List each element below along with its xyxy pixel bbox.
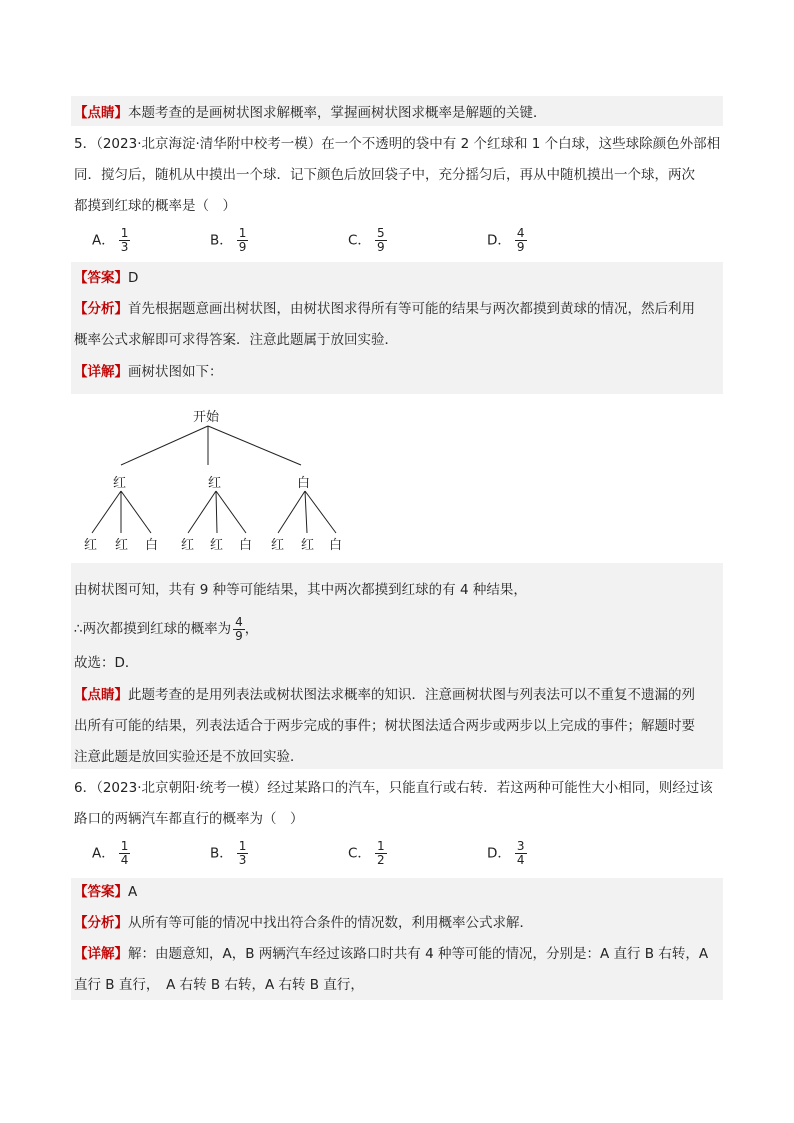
tree-root-label: 开始 (193, 410, 220, 425)
option-fraction (515, 227, 527, 254)
edge-2-1 (188, 491, 216, 533)
numerator: 4 (516, 226, 525, 240)
solution-intro-text: 画树状图如下： (128, 364, 223, 380)
q6-option-a (92, 840, 130, 867)
q5-dianjing-line-1 (74, 685, 695, 705)
option-label: D． (487, 845, 511, 862)
tree-diagram (71, 397, 358, 563)
q5-answer (74, 268, 138, 288)
dianjing-tag: 【点睛】 (74, 105, 128, 121)
denominator: 4 (516, 853, 525, 867)
answer-value: D (128, 270, 139, 286)
dianjing-q4 (74, 103, 547, 123)
edge-2-3 (216, 491, 246, 533)
option-fraction (119, 227, 131, 254)
option-label: B． (210, 845, 233, 862)
q5-analysis-line-1 (74, 299, 695, 319)
tree-leaf-1-3: 白 (145, 538, 159, 553)
tree-leaf-3-3: 白 (329, 538, 343, 553)
q6-option-c (348, 840, 387, 867)
numerator: 1 (238, 839, 247, 853)
q6-analysis (74, 913, 533, 933)
tree-node-1: 红 (113, 476, 127, 491)
q5-option-d (487, 227, 527, 254)
edge-3-3 (305, 491, 336, 533)
solution-tag: 【详解】 (74, 364, 128, 380)
q5-stem-line-1: 5．（2023·北京海淀·清华附中校考一模）在一个不透明的袋中有 2 个红球和 1 个白球，这些球除颜色外部相 (74, 136, 721, 152)
q6-answer (74, 882, 137, 902)
q5-after-tree: 由树状图可知，共有 9 种等可能结果，其中两次都摸到红球的有 4 种结果， (74, 582, 527, 598)
numerator: 3 (516, 839, 525, 853)
option-label: A． (92, 845, 115, 862)
tree-node-2: 红 (208, 476, 222, 491)
dianjing-text: 本题考查的是画树状图求解概率，掌握画树状图求概率是解题的关键． (128, 105, 547, 121)
denominator: 9 (235, 628, 243, 643)
option-fraction (119, 840, 131, 867)
q5-stem-line-3: 都摸到红球的概率是（ ） (74, 198, 236, 214)
answer-tag: 【答案】 (74, 270, 128, 286)
denominator: 2 (376, 853, 385, 867)
edge-1-3 (121, 491, 151, 533)
solution-text: 解：由题意知，A，B 两辆汽车经过该路口时共有 4 种等可能的情况，分别是：A 直行 B 右转，A (128, 946, 709, 962)
edge-2-2 (216, 491, 217, 533)
q5-dianjing-line-2: 出所有可能的结果，列表法适合于两步完成的事件；树状图法适合两步或两步以上完成的事件；解题时要 (74, 718, 695, 734)
dianjing-text: 此题考查的是用列表法或树状图法求概率的知识．注意画树状图与列表法可以不重复不遗漏的列 (128, 687, 695, 703)
dianjing-tag: 【点睛】 (74, 687, 128, 703)
option-fraction (237, 840, 249, 867)
solution-tag: 【详解】 (74, 946, 128, 962)
tree-leaf-3-2: 红 (301, 538, 315, 553)
denominator: 3 (238, 853, 247, 867)
tree-leaf-1-1: 红 (84, 538, 98, 553)
option-fraction (375, 840, 387, 867)
edge-root-1 (121, 426, 208, 465)
q5-analysis-line-2: 概率公式求解即可求得答案．注意此题属于放回实验． (74, 332, 398, 348)
numerator: 5 (376, 226, 385, 240)
probability-suffix: ， (244, 621, 259, 637)
option-label: C． (348, 232, 371, 249)
tree-node-3: 白 (297, 476, 311, 491)
denominator: 4 (120, 853, 129, 867)
denominator: 9 (238, 240, 247, 254)
tree-leaf-1-2: 红 (115, 538, 129, 553)
q5-stem-line-2: 同．搅匀后，随机从中摸出一个球．记下颜色后放回袋子中，充分摇匀后，再从中随机摸出一个球，两次 (74, 167, 695, 183)
option-fraction (515, 840, 527, 867)
option-label: C． (348, 845, 371, 862)
tree-leaf-2-2: 红 (210, 538, 224, 553)
q6-option-b (210, 840, 248, 867)
analysis-tag: 【分析】 (74, 915, 128, 931)
analysis-text: 首先根据题意画出树状图，由树状图求得所有等可能的结果与两次都摸到黄球的情况，然后利用 (128, 301, 695, 317)
tree-leaf-3-1: 红 (271, 538, 285, 553)
analysis-tag: 【分析】 (74, 301, 128, 317)
q5-dianjing-line-3: 注意此题是放回实验还是不放回实验． (74, 749, 304, 765)
numerator: 1 (120, 226, 129, 240)
q5-solution-intro (74, 362, 223, 382)
denominator: 9 (376, 240, 385, 254)
option-fraction (237, 227, 249, 254)
denominator: 3 (120, 240, 129, 254)
q5-choose: 故选：D． (74, 655, 139, 671)
q6-solution-line-2: 直行 B 直行， A 右转 B 右转，A 右转 B 直行， (74, 977, 364, 993)
edge-root-3 (208, 426, 301, 465)
tree-leaf-2-1: 红 (181, 538, 195, 553)
analysis-text: 从所有等可能的情况中找出符合条件的情况数，利用概率公式求解． (128, 915, 533, 931)
q5-option-c (348, 227, 387, 254)
edge-3-1 (278, 491, 305, 533)
q6-solution-line-1 (74, 944, 708, 964)
option-label: D． (487, 232, 511, 249)
q6-stem-line-2: 路口的两辆汽车都直行的概率为（ ） (74, 811, 304, 827)
tree-diagram-svg (71, 397, 358, 563)
denominator: 9 (516, 240, 525, 254)
edge-3-2 (305, 491, 307, 533)
probability-fraction (233, 616, 245, 643)
option-label: A． (92, 232, 115, 249)
numerator: 4 (235, 614, 243, 629)
q5-probability (74, 612, 258, 646)
q5-option-b (210, 227, 248, 254)
q5-option-a (92, 227, 130, 254)
answer-q5-bg (71, 262, 723, 292)
option-fraction (375, 227, 387, 254)
numerator: 1 (238, 226, 247, 240)
option-label: B． (210, 232, 233, 249)
answer-tag: 【答案】 (74, 884, 128, 900)
edge-1-1 (92, 491, 121, 533)
numerator: 1 (120, 839, 129, 853)
answer-value: A (128, 884, 138, 900)
probability-prefix: ∴两次都摸到红球的概率为 (74, 621, 232, 637)
q6-stem-line-1: 6．（2023·北京朝阳·统考一模）经过某路口的汽车，只能直行或右转．若这两种可能性大小相同，则经过该 (74, 780, 713, 796)
q6-option-d (487, 840, 527, 867)
numerator: 1 (376, 839, 385, 853)
tree-leaf-2-3: 白 (239, 538, 253, 553)
